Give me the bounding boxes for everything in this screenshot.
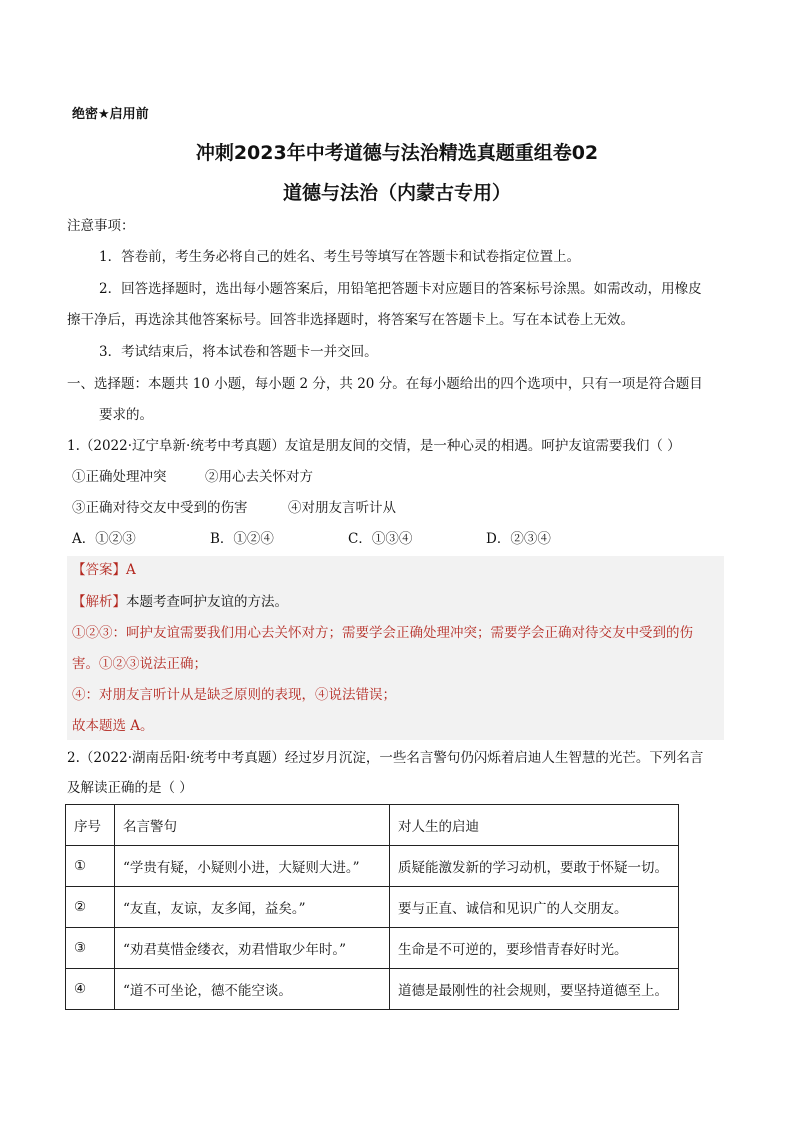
q1-choice-d: D．②③④ bbox=[486, 531, 551, 547]
q2-stem-cont: 及解读正确的是（ ） bbox=[67, 780, 193, 796]
table-cell: ④ bbox=[66, 969, 115, 1010]
table-cell: 要与正直、诚信和见识广的人交朋友。 bbox=[390, 887, 679, 928]
note-item-3: 3．考试结束后，将本试卷和答题卡一并交回。 bbox=[99, 344, 378, 360]
q1-option-4: ④对朋友言听计从 bbox=[288, 500, 396, 516]
table-header-cell: 名言警句 bbox=[115, 805, 390, 846]
table-cell: “道不可坐论，德不能空谈。 bbox=[115, 969, 390, 1010]
table-cell: ① bbox=[66, 846, 115, 887]
table-cell: 质疑能激发新的学习动机，要敢于怀疑一切。 bbox=[390, 846, 679, 887]
analysis-label: 【解析】 bbox=[72, 594, 126, 610]
q1-option-2: ②用心去关怀对方 bbox=[205, 469, 313, 485]
table-row bbox=[66, 846, 679, 887]
q2-table bbox=[65, 804, 679, 1010]
q1-answer: 【答案】A bbox=[72, 562, 136, 578]
table-row bbox=[66, 887, 679, 928]
q2-stem: 2.（2022·湖南岳阳·统考中考真题）经过岁月沉淀，一些名言警句仍闪烁着启迪人生智慧的光芒。下列名言 bbox=[67, 750, 704, 766]
q1-explanation-2: ④：对朋友言听计从是缺乏原则的表现，④说法错误； bbox=[72, 687, 396, 703]
q1-option-1: ①正确处理冲突 bbox=[72, 469, 167, 485]
q1-choice-b: B．①②④ bbox=[210, 531, 274, 547]
q1-explanation-1-cont: 害。①②③说法正确； bbox=[72, 656, 207, 672]
table-row bbox=[66, 928, 679, 969]
table-cell: “学贵有疑，小疑则小进，大疑则大进。” bbox=[115, 846, 390, 887]
table-cell: 生命是不可逆的，要珍惜青春好时光。 bbox=[390, 928, 679, 969]
confidential-mark: 绝密★启用前 bbox=[72, 107, 149, 122]
q1-option-3: ③正确对待交友中受到的伤害 bbox=[72, 500, 248, 516]
table-cell: “友直，友谅，友多闻，益矣。” bbox=[115, 887, 390, 928]
table-header-cell: 序号 bbox=[66, 805, 115, 846]
q1-choice-c: C．①③④ bbox=[348, 531, 413, 547]
table-cell: ② bbox=[66, 887, 115, 928]
note-item-1: 1．答卷前，考生务必将自己的姓名、考生号等填写在答题卡和试卷指定位置上。 bbox=[99, 249, 581, 265]
note-item-2: 2．回答选择题时，选出每小题答案后，用铅笔把答题卡对应题目的答案标号涂黑。如需改动，用橡皮 bbox=[99, 281, 702, 297]
exam-subtitle: 道德与法治（内蒙古专用） bbox=[282, 182, 511, 204]
section-heading: 一、选择题：本题共 10 小题，每小题 2 分，共 20 分。在每小题给出的四个选项中，只有一项是符合题目 bbox=[67, 376, 703, 392]
table-cell: 道德是最刚性的社会规则，要坚持道德至上。 bbox=[390, 969, 679, 1010]
answer-box bbox=[67, 556, 724, 740]
exam-title: 冲刺2023年中考道德与法治精选真题重组卷02 bbox=[195, 142, 599, 164]
analysis-text: 本题考查呵护友谊的方法。 bbox=[126, 594, 288, 610]
table-row bbox=[66, 969, 679, 1010]
table-cell: “劝君莫惜金缕衣，劝君惜取少年时。” bbox=[115, 928, 390, 969]
table-cell: ③ bbox=[66, 928, 115, 969]
notes-heading: 注意事项： bbox=[67, 218, 135, 234]
q1-stem: 1.（2022·辽宁阜新·统考中考真题）友谊是朋友间的交情，是一种心灵的相遇。呵护友谊需要我们（ ） bbox=[67, 438, 681, 454]
q1-choice-a: A．①②③ bbox=[72, 531, 136, 547]
section-heading-cont: 要求的。 bbox=[99, 407, 153, 423]
q1-analysis bbox=[72, 592, 288, 612]
table-header-cell: 对人生的启迪 bbox=[390, 805, 679, 846]
q1-explanation-1: ①②③：呵护友谊需要我们用心去关怀对方；需要学会正确处理冲突；需要学会正确对待交友中受到的伤 bbox=[72, 625, 693, 641]
table-header-row bbox=[66, 805, 679, 846]
note-item-2-cont: 擦干净后，再选涂其他答案标号。回答非选择题时，将答案写在答题卡上。写在本试卷上无效。 bbox=[67, 312, 634, 328]
q1-conclusion: 故本题选 A。 bbox=[72, 718, 154, 734]
